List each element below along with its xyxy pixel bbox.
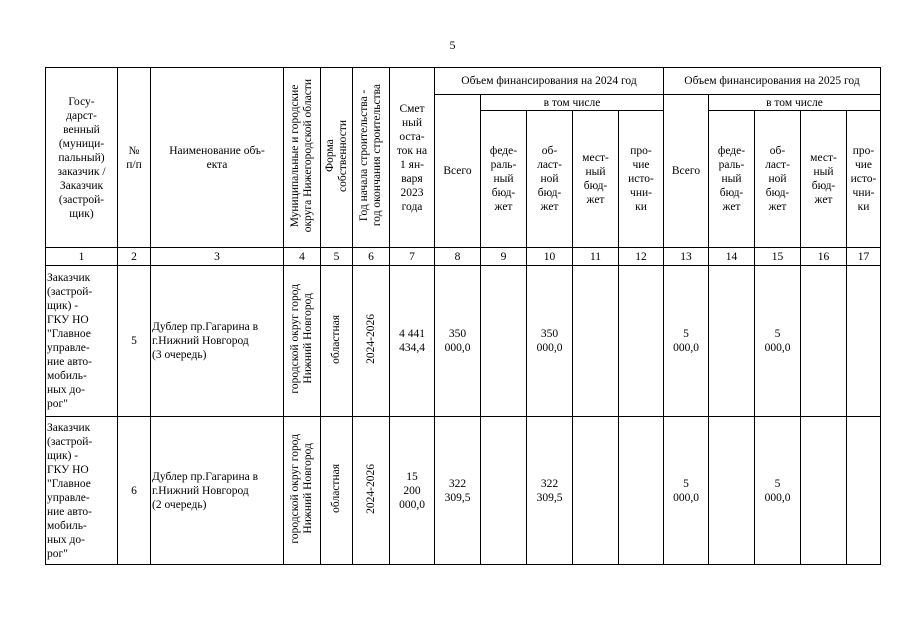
row-local-2025: [801, 417, 847, 565]
row-years-label: 2024-2026: [364, 314, 377, 364]
table-row: [46, 417, 881, 565]
row-number: 6: [118, 417, 151, 565]
row-other-2025: [847, 266, 881, 417]
column-number: 15: [755, 248, 801, 266]
header-years-label: Год начала строительства - год окончания строительства: [358, 84, 383, 227]
header-including-2024: в том числе: [481, 95, 664, 111]
row-other-2024: [619, 417, 664, 565]
header-financing-2024: Объем финансирования на 2024 год: [435, 68, 664, 95]
header-other-2024: про- чие исто- чни- ки: [619, 111, 664, 248]
column-number: 13: [664, 248, 709, 266]
header-estimate: Смет ный оста- ток на 1 ян- варя 2023 года: [390, 68, 435, 248]
column-number: 3: [151, 248, 284, 266]
row-customer: Заказчик (застрой- щик) - ГКУ НО "Главное управле- ние авто- мобиль- ных до- рог": [46, 266, 118, 417]
column-number: 17: [847, 248, 881, 266]
row-object-name: Дублер пр.Гагарина в г.Нижний Новгород (3 очередь): [151, 266, 284, 417]
row-total-2024: 322 309,5: [435, 417, 481, 565]
header-federal-2024: феде- раль- ный бюд- жет: [481, 111, 527, 248]
header-including-2025: в том числе: [709, 95, 881, 111]
row-ownership-label: областная: [330, 464, 342, 513]
column-number: 9: [481, 248, 527, 266]
row-federal-2024: [481, 417, 527, 565]
row-local-2025: [801, 266, 847, 417]
header-customer: Госу- дарст- венный (муници- пальный) заказчик / Заказчик (застрой- щик): [46, 68, 118, 248]
row-ownership: [321, 266, 353, 417]
row-municipality-label: городской округ город Нижний Новгород: [289, 284, 314, 394]
row-ownership: [321, 417, 353, 565]
column-number: 11: [573, 248, 619, 266]
header-local-2024: мест- ный бюд- жет: [573, 111, 619, 248]
row-municipality-label: городской округ город Нижний Новгород: [289, 433, 314, 544]
row-local-2024: [573, 417, 619, 565]
header-regional-2024: об- ласт- ной бюд- жет: [527, 111, 573, 248]
column-number: 12: [619, 248, 664, 266]
row-federal-2025: [709, 266, 755, 417]
row-total-2025: 5 000,0: [664, 266, 709, 417]
row-ownership-label: областная: [330, 314, 342, 364]
column-number: 7: [390, 248, 435, 266]
header-ownership: [321, 68, 353, 248]
column-number: 4: [284, 248, 321, 266]
column-number: 2: [118, 248, 151, 266]
row-total-2024: 350 000,0: [435, 266, 481, 417]
row-regional-2025: 5 000,0: [755, 417, 801, 565]
header-total-2024: Всего: [435, 95, 481, 248]
row-other-2025: [847, 417, 881, 565]
row-years: [353, 266, 390, 417]
header-regional-2025: об- ласт- ной бюд- жет: [755, 111, 801, 248]
column-number: 5: [321, 248, 353, 266]
column-number: 14: [709, 248, 755, 266]
row-years-label: 2024-2026: [364, 463, 377, 514]
row-customer: Заказчик (застрой- щик) - ГКУ НО "Главное управле- ние авто- мобиль- ных до- рог": [46, 417, 118, 565]
column-number: 10: [527, 248, 573, 266]
header-total-2025: Всего: [664, 95, 709, 248]
header-ownership-label: Форма собственности: [323, 119, 349, 192]
row-regional-2024: 350 000,0: [527, 266, 573, 417]
column-number: 8: [435, 248, 481, 266]
page-number: 5: [449, 38, 456, 52]
column-number: 16: [801, 248, 847, 266]
header-object-name: Наименование объ- екта: [151, 68, 284, 248]
column-number: 1: [46, 248, 118, 266]
row-federal-2025: [709, 417, 755, 565]
row-regional-2024: 322 309,5: [527, 417, 573, 565]
header-other-2025: про- чие исто- чни- ки: [847, 111, 881, 248]
header-municipality-label: Муниципальные и городские округа Нижегородской области: [289, 78, 314, 233]
header-municipality: [284, 68, 321, 248]
header-local-2025: мест- ный бюд- жет: [801, 111, 847, 248]
header-federal-2025: феде- раль- ный бюд- жет: [709, 111, 755, 248]
row-estimate: 15 200 000,0: [390, 417, 435, 565]
header-row-1: [46, 68, 881, 95]
row-municipality: [284, 417, 321, 565]
row-object-name: Дублер пр.Гагарина в г.Нижний Новгород (2 очередь): [151, 417, 284, 565]
header-financing-2025: Объем финансирования на 2025 год: [664, 68, 881, 95]
row-municipality: [284, 266, 321, 417]
header-years: [353, 68, 390, 248]
row-federal-2024: [481, 266, 527, 417]
row-total-2025: 5 000,0: [664, 417, 709, 565]
row-other-2024: [619, 266, 664, 417]
column-number-row: [46, 248, 881, 266]
row-local-2024: [573, 266, 619, 417]
row-regional-2025: 5 000,0: [755, 266, 801, 417]
header-number: № п/п: [118, 68, 151, 248]
financing-table: [45, 67, 881, 565]
column-number: 6: [353, 248, 390, 266]
row-years: [353, 417, 390, 565]
row-number: 5: [118, 266, 151, 417]
table-row: [46, 266, 881, 417]
row-estimate: 4 441 434,4: [390, 266, 435, 417]
